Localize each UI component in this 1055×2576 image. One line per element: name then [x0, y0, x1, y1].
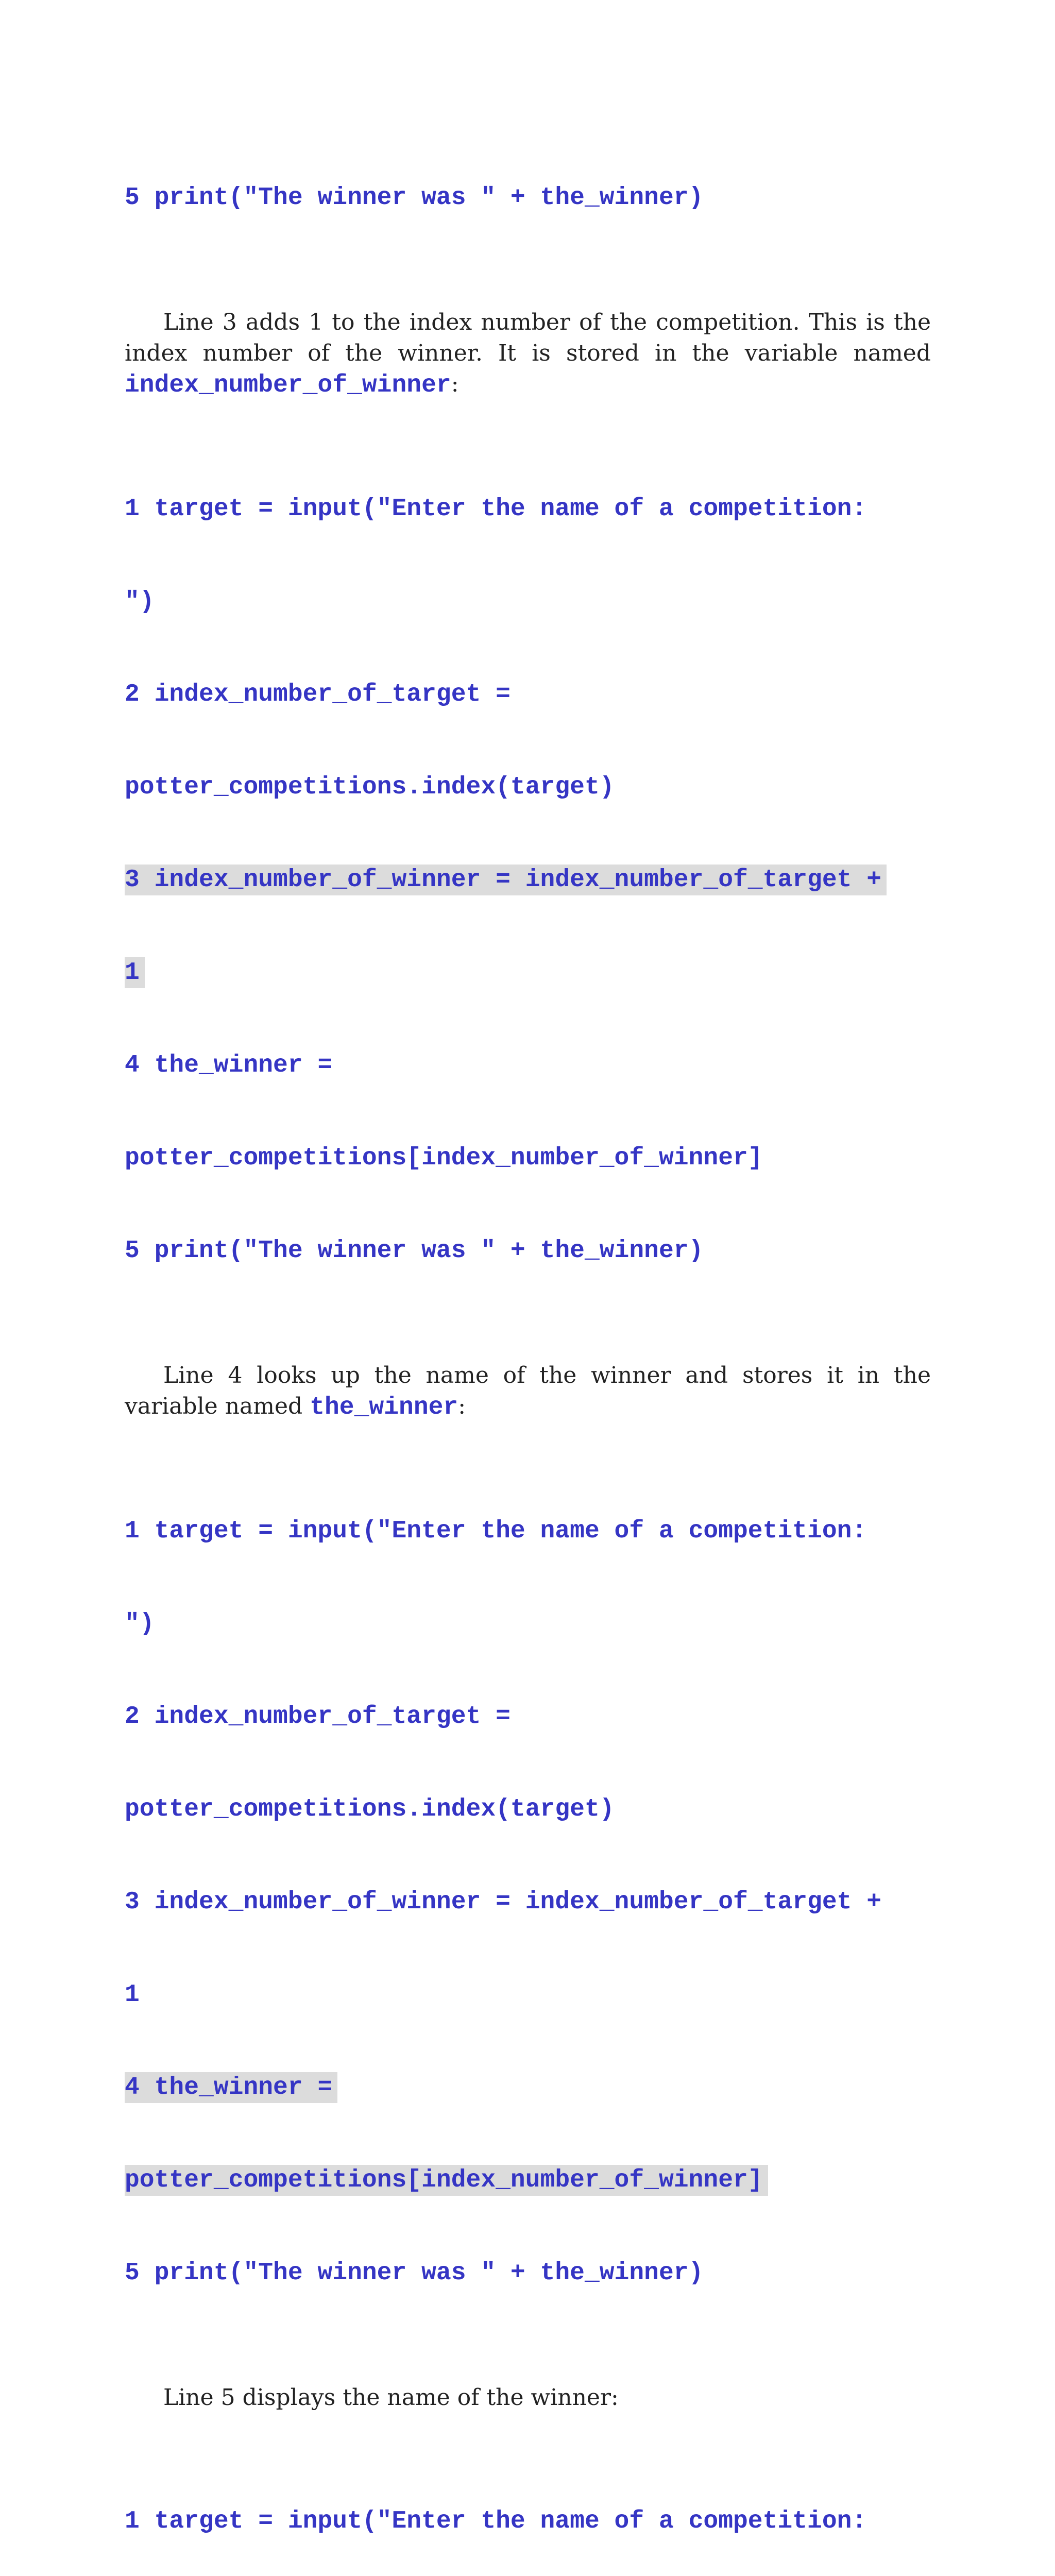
inline-code-variable: index_number_of_winner	[125, 371, 451, 399]
highlight-span: 4 the_winner =	[125, 2072, 337, 2103]
highlight-span: 1	[125, 957, 145, 988]
code-block-2	[125, 1454, 931, 2350]
highlight-span: potter_competitions[index_number_of_winner]	[125, 2165, 768, 2196]
code-block-1	[125, 432, 931, 1328]
code-line: ")	[125, 588, 155, 616]
code-line: 1 target = input("Enter the name of a competition:	[125, 2507, 867, 2535]
paragraph-line-4-explanation	[125, 1360, 931, 1423]
spacer	[125, 1423, 931, 1454]
paragraph-text: Line 3 adds 1 to the index number of the competition. This is the index number of the winner. It is stored in the variable named	[125, 309, 931, 366]
code-line: potter_competitions.index(target)	[125, 1795, 615, 1823]
code-line: 1 target = input("Enter the name of a competition:	[125, 495, 867, 523]
code-line: 3 index_number_of_winner = index_number_of_target +	[125, 1888, 882, 1916]
spacer	[125, 2350, 931, 2382]
code-line: 1	[125, 1981, 140, 2009]
code-line: ")	[125, 1610, 155, 1638]
code-block-3	[125, 2444, 931, 2576]
code-line: potter_competitions[index_number_of_winner]	[125, 1144, 763, 1172]
code-block-0	[125, 121, 931, 275]
code-line: 5 print("The winner was " + the_winner)	[125, 184, 704, 212]
code-line-highlighted	[125, 957, 931, 988]
code-line: potter_competitions.index(target)	[125, 773, 615, 801]
code-line-highlighted	[125, 2072, 931, 2103]
code-line: 2 index_number_of_target =	[125, 1703, 511, 1731]
paragraph-tail: :	[458, 1393, 466, 1419]
code-line: 5 print("The winner was " + the_winner)	[125, 1237, 704, 1265]
paragraph-text: Line 4 looks up the name of the winner and stores it in the variable named	[125, 1362, 931, 1419]
code-line-highlighted	[125, 865, 931, 895]
paragraph-tail: :	[451, 371, 459, 397]
code-line: 2 index_number_of_target =	[125, 681, 511, 708]
code-line: 4 the_winner =	[125, 1052, 333, 1079]
highlight-span: 3 index_number_of_winner = index_number_of_target +	[125, 865, 887, 895]
code-line: 1 target = input("Enter the name of a competition:	[125, 1517, 867, 1545]
paragraph-text: Line 5 displays the name of the winner:	[163, 2384, 619, 2411]
paragraph-line-3-explanation	[125, 307, 931, 401]
paragraph-line-5-explanation	[125, 2382, 931, 2413]
code-line: 5 print("The winner was " + the_winner)	[125, 2259, 704, 2287]
code-line-highlighted	[125, 2165, 931, 2196]
spacer	[125, 1328, 931, 1360]
page-content	[125, 121, 931, 2576]
spacer	[125, 275, 931, 307]
spacer	[125, 401, 931, 432]
spacer	[125, 2413, 931, 2444]
inline-code-variable: the_winner	[310, 1394, 458, 1421]
